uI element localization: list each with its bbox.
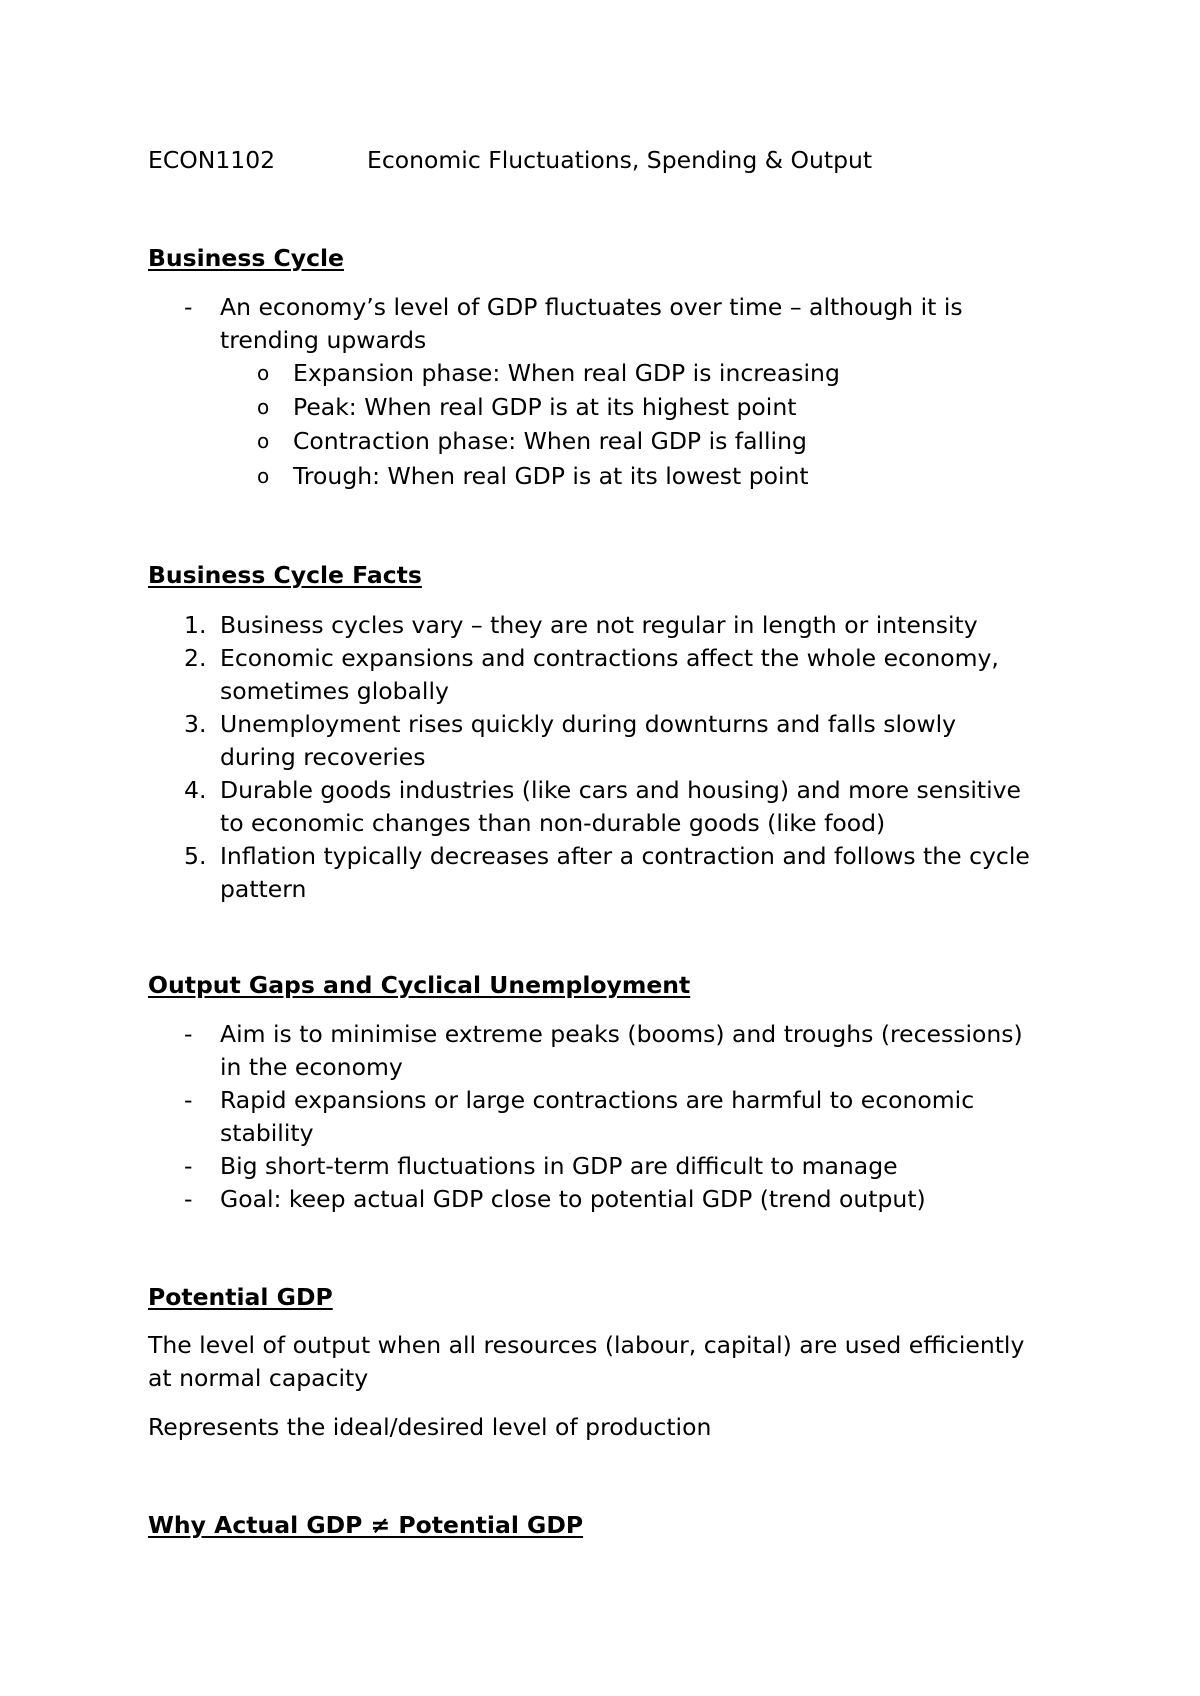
bullet-dash: - (184, 1086, 193, 1114)
sub-bullet-o: o (257, 361, 270, 385)
bullet-text-line: Rapid expansions or large contractions are harmful to economic (220, 1086, 975, 1114)
bullet-text-line: Big short-term fluctuations in GDP are difficult to manage (220, 1152, 898, 1180)
list-item-line: Economic expansions and contractions affect the whole economy, (220, 644, 999, 672)
sub-list-item: Contraction phase: When real GDP is falling (293, 427, 807, 455)
sub-list-item: Peak: When real GDP is at its highest point (293, 393, 797, 421)
bullet-text-line: Aim is to minimise extreme peaks (booms) and troughs (recessions) (220, 1020, 1023, 1048)
paragraph-line: at normal capacity (148, 1364, 369, 1392)
sub-list-item: Expansion phase: When real GDP is increasing (293, 359, 840, 387)
list-number: 2. (184, 644, 207, 672)
list-item-line: Unemployment rises quickly during downturns and falls slowly (220, 710, 957, 738)
list-number: 1. (184, 611, 207, 639)
list-item-line: during recoveries (220, 743, 426, 771)
bullet-text-line: in the economy (220, 1053, 403, 1081)
bullet-dash: - (184, 1152, 193, 1180)
output-gaps-heading: Output Gaps and Cyclical Unemployment (148, 971, 691, 999)
bullet-text-line: Goal: keep actual GDP close to potential GDP (trend output) (220, 1185, 926, 1213)
list-number: 4. (184, 776, 207, 804)
document-title: Economic Fluctuations, Spending & Output (367, 146, 873, 174)
paragraph-line: The level of output when all resources (labour, capital) are used efficiently (148, 1331, 1025, 1359)
business-cycle-heading: Business Cycle (148, 244, 344, 272)
list-item-line: sometimes globally (220, 677, 449, 705)
sub-bullet-o: o (257, 429, 270, 453)
list-number: 3. (184, 710, 207, 738)
list-item-line: to economic changes than non-durable goods (like food) (220, 809, 886, 837)
paragraph-line: Represents the ideal/desired level of production (148, 1413, 712, 1441)
list-number: 5. (184, 842, 207, 870)
bullet-text-line: An economy’s level of GDP fluctuates over time – although it is (220, 293, 963, 321)
bullet-text-line: stability (220, 1119, 314, 1147)
why-actual-gdp-heading: Why Actual GDP ≠ Potential GDP (148, 1511, 584, 1539)
potential-gdp-heading: Potential GDP (148, 1283, 333, 1311)
business-cycle-facts-heading: Business Cycle Facts (148, 561, 422, 589)
sub-bullet-o: o (257, 395, 270, 419)
course-code: ECON1102 (148, 146, 276, 174)
sub-list-item: Trough: When real GDP is at its lowest point (293, 462, 809, 490)
bullet-dash: - (184, 1020, 193, 1048)
list-item-line: Inflation typically decreases after a contraction and follows the cycle (220, 842, 1030, 870)
bullet-dash: - (184, 1185, 193, 1213)
bullet-text-line: trending upwards (220, 326, 427, 354)
list-item-line: Business cycles vary – they are not regular in length or intensity (220, 611, 978, 639)
bullet-dash: - (184, 293, 193, 321)
list-item-line: Durable goods industries (like cars and housing) and more sensitive (220, 776, 1021, 804)
sub-bullet-o: o (257, 464, 270, 488)
list-item-line: pattern (220, 875, 307, 903)
